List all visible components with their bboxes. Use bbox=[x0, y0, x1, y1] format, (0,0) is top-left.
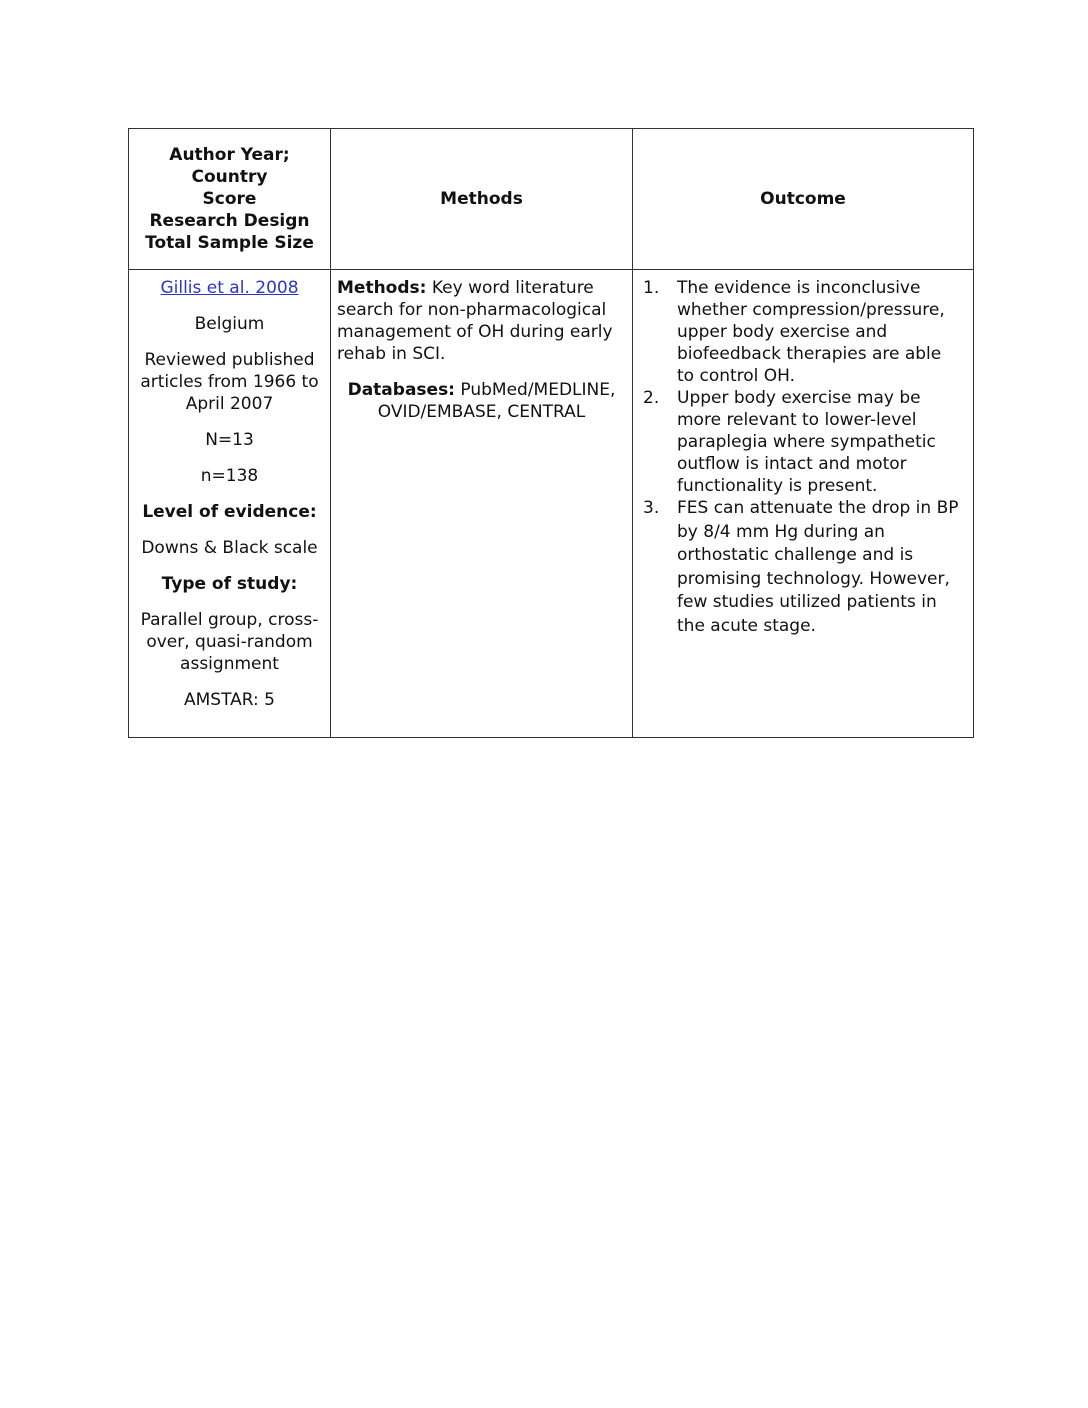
outcome-number: 2. bbox=[643, 388, 660, 408]
databases-text: PubMed/MEDLINE, OVID/EMBASE, CENTRAL bbox=[377, 380, 616, 422]
list-item bbox=[643, 497, 963, 638]
list-item bbox=[643, 387, 963, 497]
type-of-study-value: Parallel group, cross-over, quasi-random assignment bbox=[140, 610, 319, 674]
country-text: Belgium bbox=[194, 314, 265, 334]
outcome-cell bbox=[633, 270, 974, 738]
table-row bbox=[129, 270, 974, 738]
evidence-table bbox=[128, 128, 974, 738]
methods-label: Methods: bbox=[337, 278, 427, 298]
header-outcome: Outcome bbox=[633, 129, 974, 270]
header-author-year bbox=[129, 129, 331, 270]
author-cell bbox=[129, 270, 331, 738]
n-studies-text: N=13 bbox=[205, 430, 254, 450]
outcome-text: Upper body exercise may be more relevant to lower-level paraplegia where sympathetic outflow is intact and motor functionality is present. bbox=[677, 388, 936, 496]
outcome-number: 3. bbox=[643, 498, 660, 518]
outcome-list bbox=[643, 277, 963, 638]
outcome-text: The evidence is inconclusive whether compression/pressure, upper body exercise and biofeedback therapies are able to control OH. bbox=[677, 278, 945, 386]
citation-link[interactable]: Gillis et al. 2008 bbox=[160, 278, 299, 298]
level-of-evidence-value: Downs & Black scale bbox=[141, 538, 318, 558]
amstar-score: AMSTAR: 5 bbox=[183, 690, 276, 710]
header-methods: Methods bbox=[331, 129, 633, 270]
outcome-number: 1. bbox=[643, 278, 660, 298]
databases-label: Databases: bbox=[347, 380, 455, 400]
header-author-line-5: Total Sample Size bbox=[145, 233, 314, 253]
list-item bbox=[643, 277, 963, 387]
n-participants-text: n=138 bbox=[200, 466, 259, 486]
header-author-line-1: Author Year; bbox=[169, 145, 290, 165]
databases-paragraph bbox=[337, 379, 626, 423]
outcome-text: FES can attenuate the drop in BP by 8/4 mm Hg during an orthostatic challenge and is promising technology. However, few studies utilized patients in the acute stage. bbox=[677, 498, 959, 636]
header-author-line-2: Country bbox=[191, 167, 268, 187]
header-author-line-4: Research Design bbox=[149, 211, 310, 231]
review-scope-text: Reviewed published articles from 1966 to April 2007 bbox=[140, 350, 319, 414]
table-header-row bbox=[129, 129, 974, 270]
methods-cell bbox=[331, 270, 633, 738]
methods-text: Key word literature search for non-pharmacological management of OH during early rehab in SCI. bbox=[337, 278, 613, 364]
type-of-study-label: Type of study: bbox=[161, 574, 298, 594]
header-author-line-3: Score bbox=[202, 189, 257, 209]
level-of-evidence-label: Level of evidence: bbox=[142, 502, 317, 522]
methods-paragraph bbox=[337, 277, 626, 365]
